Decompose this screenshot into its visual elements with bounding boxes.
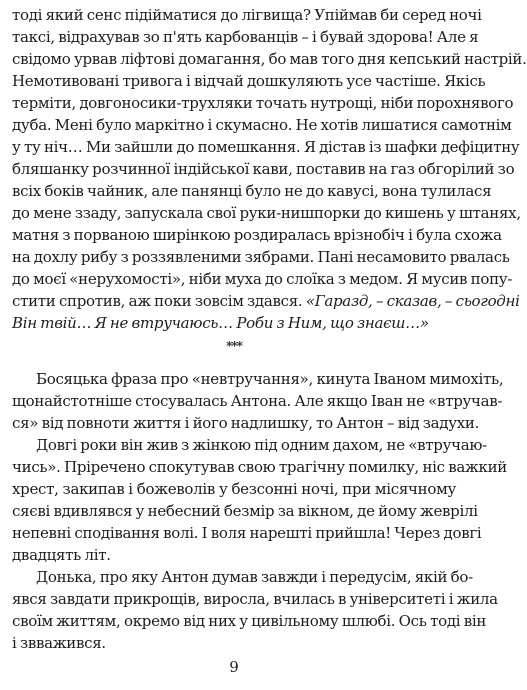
dialogue-text: Він твій… Я не втручаюсь… Роби з Ним, що знаєш…» [12, 314, 429, 332]
text-line: до мене ззаду, запускала свої руки-нишпорки до кишень у штанях, [12, 204, 521, 222]
text-line: всіх боків чайник, але панянці було не до кавусі, вона тулилася [12, 182, 492, 200]
text-line: таксі, відрахував зо п'ять карбованців – і бувай здорова! Але я [12, 28, 479, 46]
text-line: бляшанку розчинної індійської кави, поставив на газ обгорілий зо [12, 160, 515, 178]
text-line: дуба. Мені було маркітно і скумасно. Не хотів лишатися самотнім [12, 116, 512, 134]
text-line: тоді який сенс підійматися до лігвища? Упіймав би серед ночі [12, 6, 482, 24]
section-separator: *** [226, 339, 242, 353]
text-line: щонайстотніше стосувалась Антона. Але якщо Іван не «втручав- [12, 392, 503, 410]
text-line: у ту ніч… Ми зайшли до помешкання. Я дістав із шафки дефіцитну [12, 138, 520, 156]
text-span: стити спротив, аж поки зовсім здався. [12, 292, 306, 310]
text-line: сяєві вдивлявся у небесний безмір за вікном, де йому жеврілі [12, 502, 478, 520]
text-line: непевні сподівання волі. І воля нарешті прийшла! Через довгі [12, 524, 482, 542]
text-line: і звважився. [12, 634, 106, 652]
text-line: Донька, про яку Антон думав завжди і передусім, якій бо- [36, 568, 473, 586]
text-line: Босяцька фраза про «невтручання», кинута Іваном мимохіть, [36, 370, 504, 388]
text-line: Довгі роки він жив з жінкою під одним дахом, не «втручаю- [36, 436, 487, 454]
text-line [12, 312, 456, 334]
text-line: Немотивовані тривога і відчай дошкуляють усе частіше. Якісь [12, 72, 486, 90]
text-line: на дохлу рибу з роззявленими зябрами. Пані несамовито рвалась [12, 248, 510, 266]
text-line: своїм життям, окремо від них у цивільному шлюбі. Ось тоді він [12, 612, 487, 630]
page-number: 9 [229, 658, 239, 676]
text-line: терміти, довгоносики-трухляки точать нутрощі, ніби порохнявого [12, 94, 514, 112]
text-line: матня з порваною ширінкою роздиралась врізнобіч і була схожа [12, 226, 502, 244]
text-line: явся завдати прикрощів, виросла, вчилась в університеті і жила [12, 590, 498, 608]
text-line: чись». Пріречено спокутував свою трагічну помилку, ніс важкий [12, 458, 507, 476]
text-line: ся» від повноти життя і його надлишку, то Антон – від задухи. [12, 414, 480, 432]
text-line: свідомо урвав ліфтові домагання, бо мав того дня кепський настрій. [12, 50, 527, 68]
dialogue-text: «Гаразд, – сказав, – сьогодні [305, 292, 520, 310]
text-line [12, 290, 520, 312]
text-line: двадцять літ. [12, 546, 111, 564]
text-line: до моєї «нерухомості», ніби муха до слоїка з медом. Я мусив попу- [12, 270, 513, 288]
text-line: хрест, закипав і божеволів у безсонні ночі, при місячному [12, 480, 456, 498]
